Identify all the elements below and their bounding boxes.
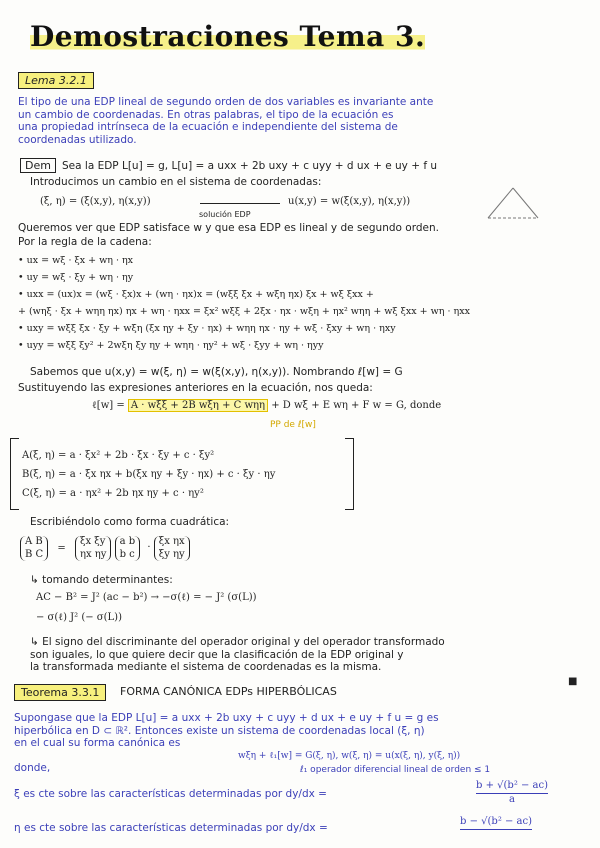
transform-arrow	[200, 203, 280, 204]
result-equation: ℓ[w] = A · wξξ + 2B wξη + C wηη + D wξ + E wη + F w = G, donde	[92, 400, 442, 411]
theorem-label: Teorema 3.3.1	[14, 684, 106, 701]
proof-conclusion: ↳ El signo del discriminante del operador original y del operador transformado son iguales, lo que quiere decir que la clasificación de la EDP original y la transformada mediante el sistema de coordenadas es la misma.	[30, 636, 445, 673]
chain-rule-list	[18, 252, 470, 354]
pp-label: PP de ℓ[w]	[270, 420, 316, 430]
transform-left: (ξ, η) = (ξ(x,y), η(x,y))	[40, 196, 151, 207]
principal-part: A · wξξ + 2B wξη + C wηη	[128, 399, 268, 412]
xi-characteristics: ξ es cte sobre las características determinadas por dy/dx =	[14, 788, 327, 800]
theorem-text: Supongase que la EDP L[u] = a uxx + 2b uxy + c uyy + d ux + e uy + f u = g es hiperbólica en D ⊂ ℝ². Entonces existe un sistema de coordenadas local (ξ, η) en el cual su forma canónica es	[14, 712, 439, 749]
chain-item: • uxx = (ux)x = (wξ · ξx)x + (wη · ηx)x = (wξξ ξx + wξη ηx) ξx + wξ ξxx +	[18, 289, 374, 300]
matrix-equation: A B B C = ξx ξy ηx ηy a b b c · ξx ηx ξy ηy	[20, 536, 190, 561]
xi-fraction: b + √(b² − ac) a	[476, 780, 549, 805]
determinant-note: ↳ tomando determinantes:	[30, 574, 173, 586]
eta-characteristics: η es cte sobre las características determinadas por dy/dx =	[14, 822, 328, 834]
eta-fraction: b − √(b² − ac)	[460, 816, 532, 830]
transform-arrow-label: solución EDP	[199, 210, 251, 219]
system-brace-left	[10, 438, 19, 510]
chain-item: • ux = wξ · ξx + wη · ηx	[18, 255, 134, 266]
determinant-line-2: − σ(ℓ) J² (− σ(L))	[36, 612, 122, 623]
proof-want1: Queremos ver que EDP satisface w y que esa EDP es lineal y de segundo orden.	[18, 222, 439, 234]
proof-subst: Sustituyendo las expresiones anteriores en la ecuación, nos queda:	[18, 382, 373, 394]
proof-want2: Por la regla de la cadena:	[18, 236, 152, 248]
chain-item: • uy = wξ · ξy + wη · ηy	[18, 272, 134, 283]
operator-note: ℓ₁ operador diferencial lineal de orden ≤ 1	[300, 765, 491, 775]
qed-mark: ■	[568, 676, 578, 687]
proof-intro: Sea la EDP L[u] = g, L[u] = a uxx + 2b uxy + c uyy + d ux + e uy + f u	[62, 160, 438, 172]
lemma-text: El tipo de una EDP lineal de segundo orden de dos variables es invariante ante un cambio de coordenadas. En otras palabras, el tipo de la ecuación es una propiedad intrínseca de la ecuación e independiente del sistema de coordenadas utilizado.	[18, 96, 434, 146]
system-brace-right	[345, 438, 354, 510]
proof-change: Introducimos un cambio en el sistema de coordenadas:	[30, 176, 322, 188]
determinant-line-1: AC − B² = J² (ac − b²) → −σ(ℓ) = − J² (σ(L))	[36, 592, 257, 603]
canonical-form: wξη + ℓ₁[w] = G(ξ, η), w(ξ, η) = u(x(ξ, η), y(ξ, η))	[238, 751, 461, 761]
theorem-title: FORMA CANÓNICA EDPs HIPERBÓLICAS	[120, 685, 337, 698]
page-title: Demostraciones Tema 3.	[30, 20, 426, 53]
chain-item: + (wηξ · ξx + wηη ηx) ηx + wη · ηxx = ξx² wξξ + 2ξx · ηx · wξη + ηx² wηη + wξ ξxx + wη · ηxx	[18, 306, 470, 317]
proof-label: Dem	[20, 158, 56, 173]
lemma-label: Lema 3.2.1	[18, 72, 94, 89]
quadratic-note: Escribiéndolo como forma cuadrática:	[30, 516, 230, 528]
proof-know: Sabemos que u(x,y) = w(ξ, η) = w(ξ(x,y), η(x,y)). Nombrando ℓ[w] = G	[30, 366, 403, 378]
chain-item: • uyy = wξξ ξy² + 2wξη ξy ηy + wηη · ηy² + wξ · ξyy + wη · ηyy	[18, 340, 324, 351]
composition-diagram-icon	[478, 168, 558, 228]
chain-item: • uxy = wξξ ξx · ξy + wξη (ξx ηy + ξy · ηx) + wηη ηx · ηy + wξ · ξxy + wη · ηxy	[18, 323, 396, 334]
transform-right: u(x,y) = w(ξ(x,y), η(x,y))	[288, 196, 411, 207]
theorem-donde: donde,	[14, 762, 51, 774]
coefficient-system: A(ξ, η) = a · ξx² + 2b · ξx · ξy + c · ξy² B(ξ, η) = a · ξx ηx + b(ξx ηy + ξy · ηx) + c · ξy · ηy C(ξ, η) = a · ηx² + 2b ηx ηy + c · ηy²	[22, 450, 276, 499]
